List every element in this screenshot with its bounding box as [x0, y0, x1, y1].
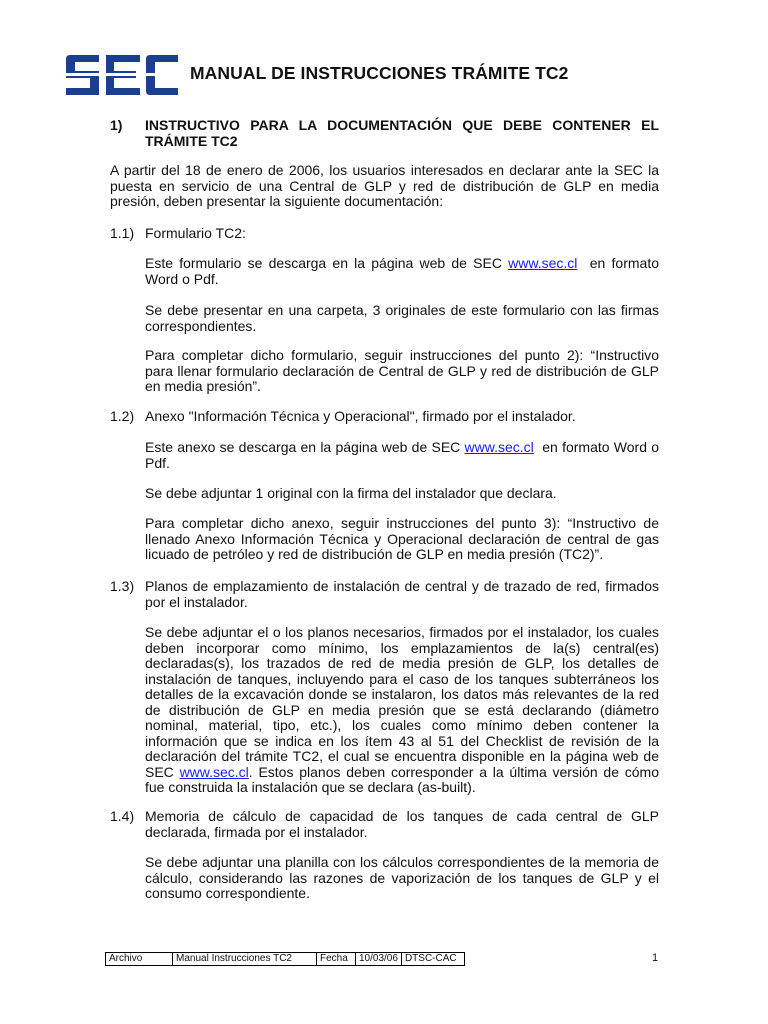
page-number: 1	[652, 952, 659, 964]
section-heading: INSTRUCTIVO PARA LA DOCUMENTACIÓN QUE DEBE CONTENER EL TRÁMITE TC2	[145, 117, 659, 149]
sec-logo	[66, 55, 178, 100]
item-1-1-paragraph-1	[145, 256, 659, 287]
footer-archivo-label: Archivo	[106, 953, 173, 966]
text: Este formulario se descarga en la página web de SEC	[145, 255, 502, 271]
item-heading-1-1: Formulario TC2:	[145, 225, 246, 241]
sec-logo-graphic	[66, 55, 178, 95]
footer-archivo-value: Manual Instrucciones TC2	[173, 953, 317, 966]
item-1-2-paragraph-1	[145, 440, 659, 471]
item-heading-1-2: Anexo "Información Técnica y Operacional", firmado por el instalador.	[145, 408, 576, 424]
item-number-1-4: 1.4)	[110, 808, 135, 824]
footer-fecha-label: Fecha	[317, 953, 356, 966]
sec-website-link[interactable]: www.sec.cl	[464, 439, 534, 455]
item-1-1-paragraph-2: Se debe presentar en una carpeta, 3 originales de este formulario con las firmas correspondientes.	[145, 302, 659, 334]
item-number-1-3: 1.3)	[110, 578, 135, 594]
text: Este anexo se descarga en la página web de SEC	[145, 439, 461, 455]
item-1-1-paragraph-3: Para completar dicho formulario, seguir instrucciones del punto 2): “Instructivo para llenar formulario declaración de Central de GLP y red de distribución de GLP en media presión”.	[145, 347, 659, 394]
intro-paragraph: A partir del 18 de enero de 2006, los usuarios interesados en declarar ante la SEC la puesta en servicio de una Central de GLP y red de distribución de GLP en media presión, deben presentar la siguiente documentación:	[110, 162, 659, 209]
item-1-4-paragraph-1: Se debe adjuntar una planilla con los cálculos correspondientes de la memoria de cálculo, considerando las razones de vaporización de los tanques de GLP y el consumo correspondiente.	[145, 854, 659, 901]
item-heading-1-3: Planos de emplazamiento de instalación de central y de trazado de red, firmados por el instalador.	[145, 578, 659, 610]
text: . Estos planos deben corresponder a la última versión de cómo fue construida la instalación que se declara (as-built).	[145, 763, 659, 795]
text: en formato Word o Pdf.	[145, 255, 659, 287]
item-1-2-paragraph-3: Para completar dicho anexo, seguir instrucciones del punto 3): “Instructivo de llenado Anexo Información Técnica y Operacional declaración de central de gas licuado de petróleo y red de distribución de GLP en media presión (TC2)”.	[145, 515, 659, 562]
text: en formato Word o Pdf.	[145, 439, 660, 471]
item-1-3-paragraph-1	[145, 625, 659, 796]
item-1-2-paragraph-2: Se debe adjuntar 1 original con la firma del instalador que declara.	[145, 485, 557, 501]
section-number: 1)	[110, 117, 123, 133]
item-heading-1-4: Memoria de cálculo de capacidad de los tanques de cada central de GLP declarada, firmada por el instalador.	[145, 808, 659, 840]
sec-website-link[interactable]: www.sec.cl	[179, 763, 249, 780]
text: Se debe adjuntar el o los planos necesarios, firmados por el instalador, los cuales deben incorporar como mínimo, los emplazamientos de la(s) central(es) declaradas(s), los trazados de red de media presión de GLP, los detalles de instalación de tanques, incluyendo para el caso de los tanques subterráneos los detalles de la excavación donde se instalaron, los datos más relevantes de la red de distribución de GLP en media presión que se está declarando (diámetro nominal, material, tipo, etc.), los cuales como mínimo deben contener la información que se indica en los ítem 43 al 51 del Checklist de revisión de la declaración del trámite TC2, el cual se encuentra disponible en la página web de SEC	[145, 624, 659, 780]
sec-website-link[interactable]: www.sec.cl	[508, 255, 578, 271]
item-number-1-1: 1.1)	[110, 225, 135, 241]
footer-fecha-value: 10/03/06	[356, 953, 402, 966]
document-footer	[105, 952, 465, 966]
footer-code: DTSC-CAC	[401, 953, 464, 966]
item-number-1-2: 1.2)	[110, 408, 135, 424]
document-title: MANUAL DE INSTRUCCIONES TRÁMITE TC2	[190, 63, 569, 83]
